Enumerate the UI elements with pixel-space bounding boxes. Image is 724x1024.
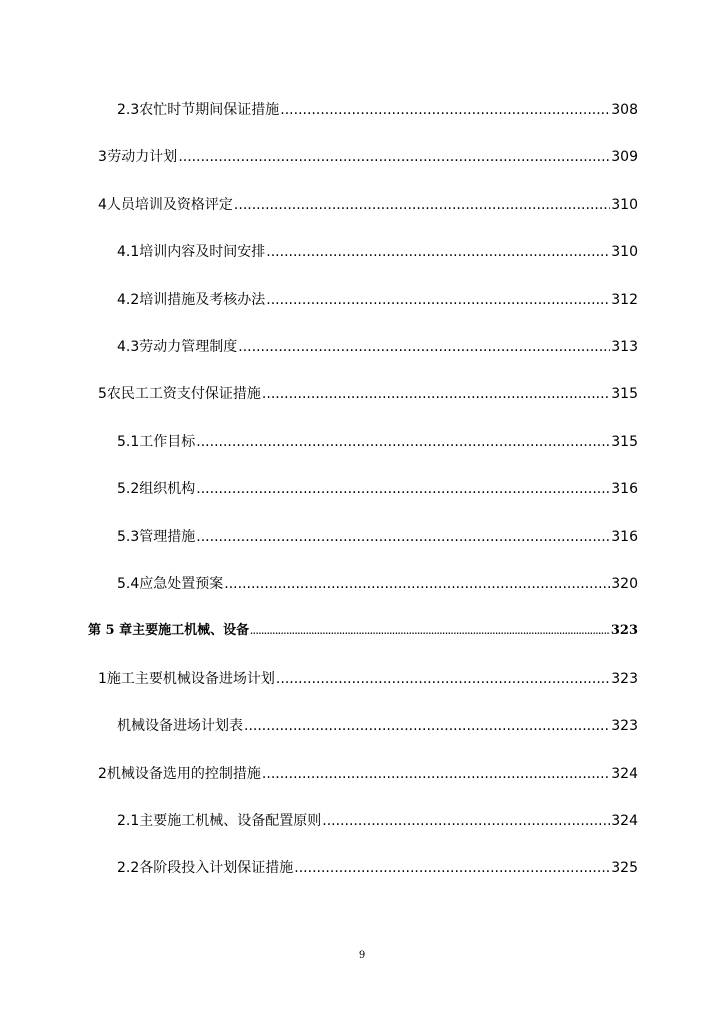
toc-entry-number: 4: [98, 196, 107, 213]
toc-entry-title: 各阶段投入计划保证措施: [139, 860, 294, 877]
toc-entry-page: 323: [611, 670, 638, 687]
toc-entry-page: 309: [611, 149, 638, 166]
toc-dot-leader: [280, 98, 610, 122]
toc-entry-page: 316: [611, 528, 638, 545]
toc-dot-leader: [196, 430, 610, 454]
toc-entry-number: 5.1: [117, 433, 140, 450]
toc-entry-number: 4.2: [117, 291, 140, 308]
toc-dot-leader: [196, 525, 610, 549]
toc-dot-leader: [238, 335, 610, 359]
toc-entry-number: 4.1: [117, 244, 140, 261]
toc-entry-title: 培训内容及时间安排: [139, 244, 266, 261]
toc-entry[interactable]: [117, 856, 638, 880]
toc-dot-leader: [276, 667, 610, 691]
toc-entry-number: 2.3: [117, 102, 140, 118]
toc-entry-number: 5.2: [117, 481, 140, 498]
toc-entry[interactable]: [117, 572, 638, 596]
toc-entry-page: 324: [611, 813, 638, 829]
toc-entry-number: 4.3: [117, 339, 140, 355]
toc-entry-title: 组织机构: [139, 481, 196, 498]
toc-entry-number: 第 5 章: [88, 623, 133, 639]
toc-dot-leader: [322, 809, 610, 833]
toc-entry[interactable]: [98, 762, 638, 786]
toc-entry-title: 劳动力管理制度: [139, 339, 238, 355]
toc-entry-page: 310: [611, 244, 638, 261]
toc-entry-page: 315: [611, 433, 638, 450]
toc-dot-leader: [244, 714, 610, 738]
toc-entry[interactable]: [117, 714, 638, 738]
toc-entry[interactable]: [98, 667, 638, 691]
toc-entry[interactable]: [98, 145, 638, 169]
toc-dot-leader: [266, 288, 610, 312]
toc-dot-leader: [262, 762, 610, 786]
toc-entry-title: 工作目标: [139, 433, 196, 450]
toc-entry-page: 316: [611, 481, 638, 498]
toc-entry[interactable]: [117, 240, 638, 264]
toc-entry[interactable]: [117, 430, 638, 454]
page-number: 9: [358, 950, 366, 961]
toc-dot-leader: [266, 240, 610, 264]
toc-entry-number: 3: [98, 149, 107, 166]
toc-dot-leader: [224, 572, 610, 596]
toc-entry-page: 325: [611, 860, 638, 877]
toc-dot-leader: [178, 145, 610, 169]
toc-entry-title: 管理措施: [139, 528, 196, 545]
toc-entry[interactable]: [117, 809, 638, 833]
toc-entry[interactable]: [117, 477, 638, 501]
toc-entry-title: 农民工工资支付保证措施: [106, 386, 261, 403]
toc-entry-page: 313: [611, 339, 638, 355]
toc-entry[interactable]: [117, 335, 638, 359]
toc-entry-number: 5.3: [117, 528, 140, 545]
toc-entry-number: 1: [98, 670, 107, 687]
toc-entry-page: 312: [611, 291, 638, 308]
toc-entry-page: 323: [610, 623, 638, 639]
toc-dot-leader: [234, 193, 610, 217]
toc-entry-title: 培训措施及考核办法: [139, 291, 266, 308]
toc-entry-page: 323: [611, 718, 638, 735]
toc-entry-title: 主要施工机械、设备: [132, 623, 250, 639]
toc-entry-title: 劳动力计划: [107, 149, 178, 166]
toc-entry[interactable]: [98, 193, 638, 217]
toc-entry-title: 应急处置预案: [139, 576, 224, 592]
toc-dot-leader: [250, 619, 610, 643]
toc-entry-page: 324: [611, 765, 638, 782]
toc-entry-title: 施工主要机械设备进场计划: [106, 670, 275, 687]
toc-entry-number: 2.1: [117, 813, 140, 829]
toc-entry-page: 308: [611, 102, 638, 118]
toc-entry-title: 农忙时节期间保证措施: [139, 102, 280, 118]
toc-entry[interactable]: [117, 98, 638, 122]
toc-entry-title: 人员培训及资格评定: [106, 196, 233, 213]
toc-entry-number: 2: [98, 765, 107, 782]
toc-entry[interactable]: [88, 619, 638, 643]
toc-entry[interactable]: [98, 382, 638, 406]
toc-entry-title: 主要施工机械、设备配置原则: [139, 813, 322, 829]
toc-entry-number: 5: [98, 386, 107, 403]
toc-entry-page: 320: [611, 576, 638, 592]
toc-entry[interactable]: [117, 288, 638, 312]
toc-entry-number: 5.4: [117, 576, 140, 592]
toc-entry-number: 2.2: [117, 860, 140, 877]
toc-entry[interactable]: [117, 525, 638, 549]
toc-entry-page: 315: [611, 386, 638, 403]
toc-dot-leader: [262, 382, 610, 406]
toc-entry-page: 310: [611, 196, 638, 213]
toc-entry-title: 机械设备进场计划表: [117, 718, 243, 735]
toc-entry-title: 机械设备选用的控制措施: [106, 765, 261, 782]
toc-dot-leader: [294, 856, 610, 880]
toc-dot-leader: [196, 477, 610, 501]
